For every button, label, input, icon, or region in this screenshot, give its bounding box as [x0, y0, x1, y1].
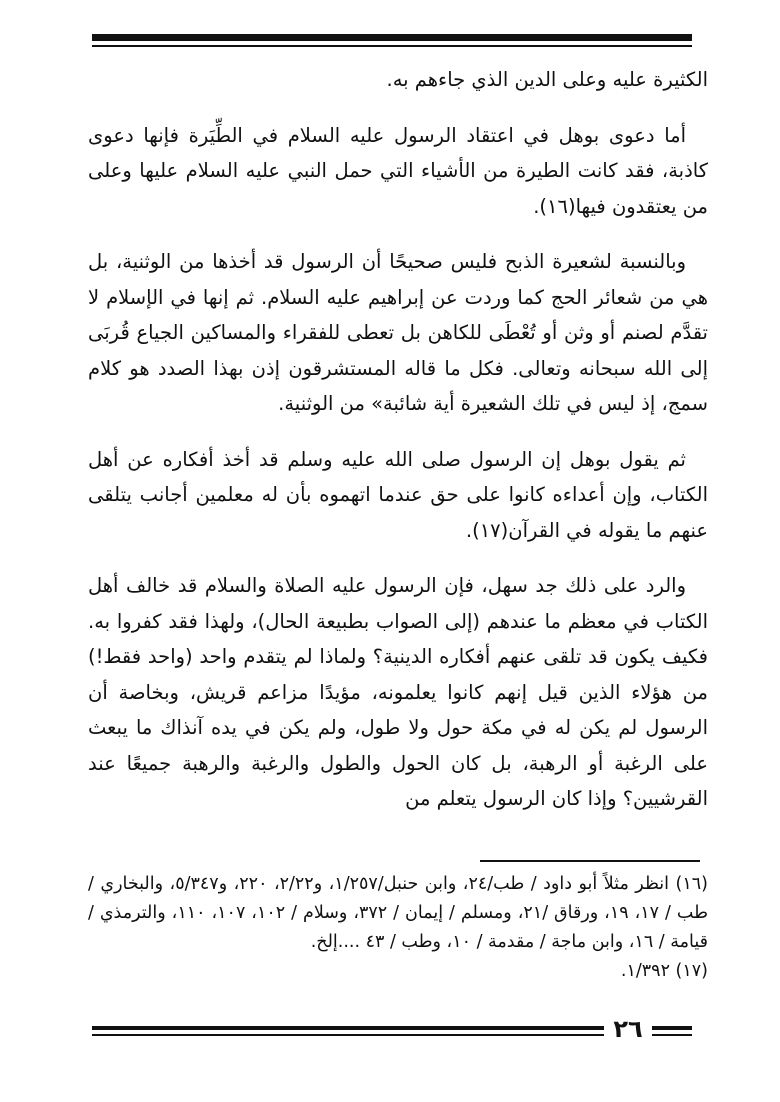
footer-rule-short-thin: [652, 1034, 692, 1036]
paragraph-continuation: الكثيرة عليه وعلى الدين الذي جاءهم به.: [386, 68, 708, 91]
footer-rule-short: [652, 1026, 692, 1030]
page-footer: [92, 1015, 692, 1043]
paragraph-sacrifice: وبالنسبة لشعيرة الذبح فليس صحيحًا أن الرسول قد أخذها من الوثنية، بل هي من شعائر الحج كما وردت عن إبراهيم عليه السلام. ثم إنها في الإسلام لا تقدَّم لصنم أو وثن أو تُعْطَى للكاهن بل تعطى للفقراء والمساكين الجياع قُربَى إلى الله سبحانه وتعالى. فكل ما قاله المستشرقون إذن بهذا الصدد هو كلام سمج، إذ ليس في تلك الشعيرة أية شائبة» من الوثنية.: [88, 250, 708, 415]
footnotes: [88, 870, 708, 986]
paragraph-rebuttal: والرد على ذلك جد سهل، فإن الرسول عليه الصلاة والسلام قد خالف أهل الكتاب في معظم ما عندهم (إلى الصواب بطبيعة الحال)، ولهذا فقد كفروا به. فكيف يكون قد تلقى عنهم أفكاره الدينية؟ ولماذا لم يتقدم واحد (واحد فقط!) من هؤلاء الذين قيل إنهم كانوا يعلمونه، مؤيدًا مزاعم قريش، وبخاصة أن الرسول لم يكن له في مكة حول ولا طول، ولم يكن في يده آنذاك ما يبعث على الرغبة أو الرهبة، بل كان الحول والطول والرغبة والرهبة جميعًا عند القرشيين؟ وإذا كان الرسول يتعلم من: [88, 574, 708, 810]
footnote-17: (١٧) ١/٣٩٢.: [620, 961, 708, 981]
footer-rule-thin: [92, 1034, 604, 1036]
paragraph-people-of-book: ثم يقول بوهل إن الرسول صلى الله عليه وسلم قد أخذ أفكاره عن أهل الكتاب، وإن أعداءه كانوا على حق عندما اتهموه بأن له معلمين أجانب يتلقى عنهم ما يقوله في القرآن(١٧).: [88, 447, 708, 542]
body-text: [88, 62, 708, 837]
footnote-16: (١٦) انظر مثلاً أبو داود / طب/٢٤، وابن حنبل/١/٢٥٧، و٢/٢٢، ٢٢٠، و٥/٣٤٧، والبخاري / طب / ١٧، ١٩، ورقاق /٢١، ومسلم / إيمان / ٣٧٢، وسلام / ١٠٢، ١٠٧، ١١٠، والترمذي / قيامة / ١٦، وابن ماجة / مقدمة / ١٠، وطب / ٤٣ ....إلخ.: [88, 874, 709, 952]
top-rule-thin: [92, 45, 692, 47]
footer-rule: [92, 1026, 604, 1030]
top-rule: [92, 34, 692, 41]
page-number: ٢٦: [613, 1015, 643, 1043]
paragraph-tiyara: أما دعوى بوهل في اعتقاد الرسول عليه السلام في الطِّيَرة فإنها دعوى كاذبة، فقد كانت الطيرة من الأشياء التي حمل النبي عليه السلام عليها وعلى من يعتقدون فيها(١٦).: [88, 123, 708, 218]
footnote-separator: [480, 860, 700, 862]
